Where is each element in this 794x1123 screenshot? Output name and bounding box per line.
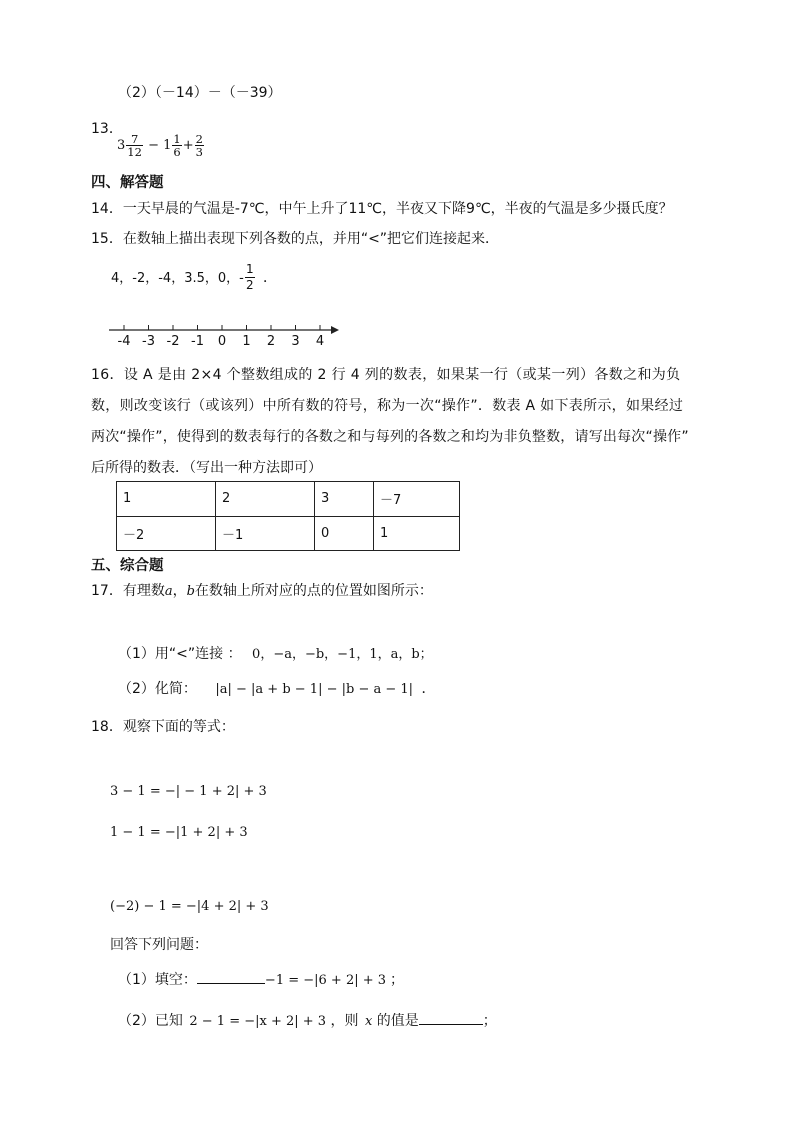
q17-part2: （2）化简： |a| − |a + b − 1| − |b − a − 1| ．	[118, 681, 436, 697]
q13-frac-3: $\frac{2}{3}$	[195, 132, 203, 159]
number-line-label: 0	[217, 334, 227, 349]
table-row	[117, 482, 460, 517]
q13-expression	[117, 133, 205, 158]
q15-period: ．	[263, 270, 277, 286]
q13-frac-1: $\frac{7}{12}$	[127, 132, 142, 159]
q15-text: 15．在数轴上描出表现下列各数的点，并用“<”把它们连接起来．	[91, 231, 500, 247]
q15-numbers: 4，-2，-4，3.5，0，-	[111, 271, 244, 286]
q13-whole-1: 3	[117, 138, 126, 153]
table-row	[117, 516, 460, 551]
q13-op-1: −	[148, 138, 159, 153]
number-line-label: -4	[117, 334, 131, 349]
q17-part1: （1）用“<”连接 ： 0，−a，−b，−1，1，a，b；	[118, 646, 433, 662]
q17-text: 17．有理数a，b在数轴上所对应的点的位置如图所示：	[91, 583, 433, 599]
q18-part1: （1）填空： −1 = −|6 + 2| + 3 ；	[118, 972, 405, 988]
number-line-label: -2	[166, 334, 180, 349]
q16-line3: 两次“操作”，使得到的数表每行的各数之和与每列的各数之和均为非负整数，请写出每次“操作”	[91, 429, 689, 445]
q16-line4: 后所得的数表．（写出一种方法即可）	[91, 460, 322, 476]
q18-eq2: 1 − 1 = −|1 + 2| + 3	[110, 825, 248, 840]
number-line-ticks	[118, 325, 325, 349]
q14-text: 14．一天早晨的气温是-7℃，中午上升了11℃，半夜又下降9℃，半夜的气温是多少摄氏度？	[91, 201, 673, 217]
q16-table	[116, 481, 460, 551]
table-cell: 1	[374, 516, 460, 551]
q13-frac-2: $\frac{1}{6}$	[173, 132, 181, 159]
number-line-label: 2	[266, 334, 276, 349]
q18-ask: 回答下列问题：	[110, 937, 208, 953]
q18-part2: （2）已知 2 − 1 = −|x + 2| + 3 ，则 x 的值是 ；	[118, 1013, 497, 1029]
q16-line2: 数，则改变该行（或该列）中所有数的符号，称为一次“操作”．数表 A 如下表所示，如果经过	[91, 398, 684, 414]
section-5-heading: 五、综合题	[91, 558, 164, 574]
q15-half-fraction: 1 2	[246, 262, 254, 292]
number-line-label: 3	[291, 334, 300, 349]
table-cell: 1	[117, 482, 216, 517]
section-4-heading: 四、解答题	[91, 175, 164, 191]
table-cell: －2	[117, 516, 216, 551]
q18-part2-blank[interactable]	[419, 1024, 483, 1025]
q18-eq1: 3 − 1 = −| − 1 + 2| + 3	[110, 784, 267, 799]
q17-part1-list: 0，−a，−b，−1，1，a，b；	[252, 647, 433, 662]
table-cell: 3	[315, 482, 374, 517]
number-line-arrow	[331, 326, 339, 334]
table-cell: －7	[374, 482, 460, 517]
number-line-label: 4	[315, 334, 325, 349]
q16-line1: 16．设 A 是由 2×4 个整数组成的 2 行 4 列的数表，如果某一行（或某一列）各数之和为负	[91, 367, 681, 383]
q13-number: 13．	[91, 121, 123, 137]
q13-whole-2: 1	[163, 138, 172, 153]
q18-part1-blank[interactable]	[197, 983, 265, 984]
number-line-label: 1	[242, 334, 251, 349]
table-cell: －1	[216, 516, 315, 551]
q18-eq3: (−2) − 1 = −|4 + 2| + 3	[110, 899, 269, 914]
q12-part2: （2）（－14）－（－39）	[118, 85, 282, 101]
table-cell: 0	[315, 516, 374, 551]
number-line-label: -1	[191, 334, 204, 349]
q18-text: 18．观察下面的等式：	[91, 719, 235, 735]
q13-op-2: +	[182, 138, 194, 153]
q17-part2-expression: |a| − |a + b − 1| − |b − a − 1|	[215, 682, 414, 697]
number-line-label: -3	[142, 334, 155, 349]
table-cell: 2	[216, 482, 315, 517]
number-line	[105, 318, 345, 350]
